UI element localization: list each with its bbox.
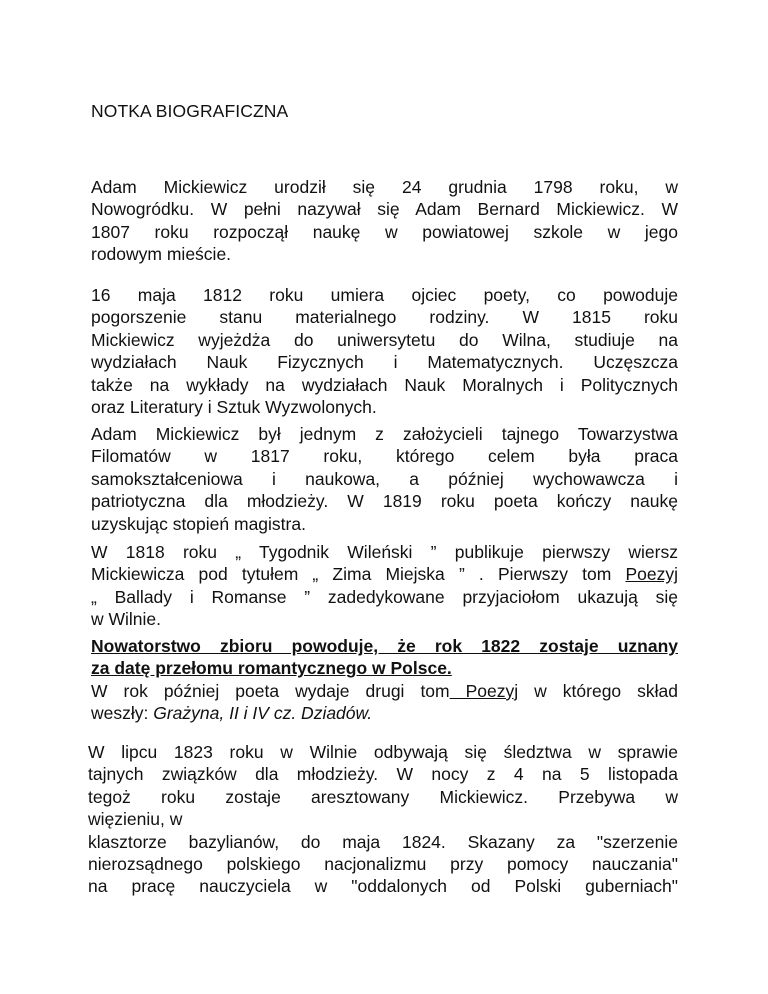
text-segment: W rok później poeta wydaje drugi tom <box>91 680 450 701</box>
text-line: na pracę nauczyciela w "oddalonych od Polski guberniach" <box>88 876 678 897</box>
text-line: rodowym mieście. <box>91 244 232 265</box>
document-heading: NOTKA BIOGRAFICZNA <box>91 101 289 121</box>
text-line: pogorszenie stanu materialnego rodziny. W 1815 roku <box>91 307 678 328</box>
text-line: tajnych związków dla młodzieży. W nocy z 4 na 5 listopada <box>88 764 678 785</box>
text-line: w Wilnie. <box>91 609 162 630</box>
text-line: więzieniu, w <box>88 809 183 830</box>
bold-underlined-line: za datę przełomu romantycznego w Polsce. <box>91 658 452 679</box>
text-line: także na wykłady na wydziałach Nauk Moralnych i Politycznych <box>91 374 678 395</box>
paragraph-arrest <box>88 741 678 898</box>
paragraph-birth <box>91 176 678 266</box>
text-line: klasztorze bazylianów, do maja 1824. Skazany za "szerzenie <box>88 831 678 852</box>
text-line: Mickiewicz wyjeżdża do uniwersytetu do Wilna, studiuje na <box>91 329 678 350</box>
text-segment: weszły: <box>91 703 154 724</box>
text-line <box>91 702 678 724</box>
text-line: tegoż roku zostaje aresztowany Mickiewicz. Przebywa w <box>88 786 678 807</box>
text-line: W 1818 roku „ Tygodnik Wileński ” publikuje pierwszy wiersz <box>91 542 678 562</box>
text-line: Filomatów w 1817 roku, którego celem była praca <box>91 446 678 467</box>
text-line: Adam Mickiewicz urodził się 24 grudnia 1798 roku, w <box>91 177 678 197</box>
text-line: oraz Literatury i Sztuk Wyzwolonych. <box>91 397 377 418</box>
text-line: wydziałach Nauk Fizycznych i Matematycznych. Uczęszcza <box>91 352 678 373</box>
text-line: uzyskując stopień magistra. <box>91 513 306 534</box>
text-line: Nowogródku. W pełni nazywał się Adam Bernard Mickiewicz. W <box>91 199 678 220</box>
paragraph-first-poems <box>91 541 678 631</box>
paragraph-studies <box>91 284 678 418</box>
paragraph-breakthrough <box>91 635 678 725</box>
text-line: 16 maja 1812 roku umiera ojciec poety, co powoduje <box>91 285 678 305</box>
text-line <box>91 563 678 585</box>
text-line: „ Ballady i Romanse ” zadedykowane przyjaciołom ukazują się <box>91 586 678 607</box>
text-segment: Mickiewicza pod tytułem „ Zima Miejska ” . Pierwszy tom <box>91 564 626 585</box>
underlined-title: Poezyj <box>625 564 678 585</box>
text-line: nierozsądnego polskiego nacjonalizmu przy pomocy nauczania" <box>88 854 678 875</box>
text-line: Adam Mickiewicz był jednym z założycieli tajnego Towarzystwa <box>91 424 678 444</box>
text-line: samokształceniowa i naukowa, a później wychowawcza i <box>91 468 678 489</box>
text-line: patriotyczna dla młodzieży. W 1819 roku poeta kończy naukę <box>91 491 678 512</box>
bold-underlined-line: Nowatorstwo zbioru powoduje, że rok 1822 zostaje uznany <box>91 636 678 656</box>
text-line: W lipcu 1823 roku w Wilnie odbywają się śledztwa w sprawie <box>88 742 678 762</box>
italic-titles: Grażyna, II i IV cz. Dziadów. <box>153 703 373 724</box>
paragraph-filomaci <box>91 423 678 535</box>
underlined-title: Poezyj <box>449 680 519 701</box>
text-line: 1807 roku rozpoczął naukę w powiatowej szkole w jego <box>91 221 678 242</box>
text-line <box>91 680 678 702</box>
text-segment: w którego skład <box>518 680 679 701</box>
